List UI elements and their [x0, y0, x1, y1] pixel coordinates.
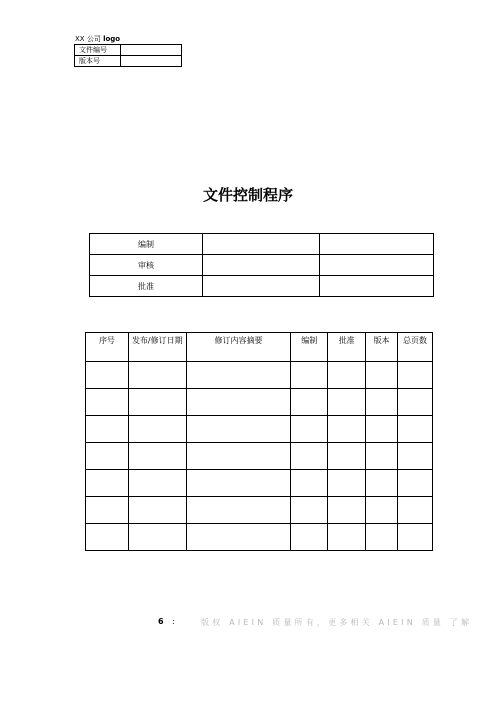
- revision-row: [86, 389, 433, 416]
- revision-cell: [398, 389, 433, 416]
- signoff-row: [90, 276, 434, 297]
- signoff-cell: [203, 255, 320, 276]
- revision-row: [86, 524, 433, 551]
- revision-cell: [128, 497, 186, 524]
- doc-number-value: [121, 45, 182, 56]
- version-row: [75, 56, 182, 67]
- revision-cell: [328, 416, 366, 443]
- document-meta-table: [74, 44, 182, 67]
- revision-cell: [186, 524, 291, 551]
- revision-cell: [328, 443, 366, 470]
- revision-cell: [291, 497, 328, 524]
- revision-cell: [398, 497, 433, 524]
- revision-cell: [291, 389, 328, 416]
- revision-cell: [366, 443, 398, 470]
- revision-cell: [398, 362, 433, 389]
- revision-cell: [186, 416, 291, 443]
- revision-cell: [128, 470, 186, 497]
- revision-cell: [186, 362, 291, 389]
- revision-cell: [128, 524, 186, 551]
- revision-cell: [366, 470, 398, 497]
- footer-separator: :: [172, 617, 175, 626]
- revision-cell: [328, 362, 366, 389]
- revision-cell: [398, 443, 433, 470]
- revision-cell: [328, 524, 366, 551]
- copyright-notice: 版权 AIEIN 质量所有，更多相关 AIEIN 质量 了解: [201, 618, 473, 627]
- revision-cell: [291, 416, 328, 443]
- signoff-row: [90, 234, 434, 255]
- header-approver: 批准: [328, 333, 366, 362]
- revision-cell: [128, 443, 186, 470]
- revision-cell: [86, 362, 129, 389]
- revision-header-row: [86, 333, 433, 362]
- header-version: 版本: [366, 333, 398, 362]
- revision-cell: [366, 416, 398, 443]
- signoff-cell: [320, 276, 434, 297]
- revision-cell: [86, 416, 129, 443]
- logo-text: logo: [103, 35, 121, 43]
- revision-cell: [366, 389, 398, 416]
- signoff-role: 批准: [90, 276, 203, 297]
- revision-row: [86, 416, 433, 443]
- signoff-cell: [320, 234, 434, 255]
- header-release-date: 发布/修订日期: [128, 333, 186, 362]
- header-serial: 序号: [86, 333, 129, 362]
- revision-cell: [128, 362, 186, 389]
- revision-row: [86, 362, 433, 389]
- revision-cell: [291, 470, 328, 497]
- signoff-role: 审核: [90, 255, 203, 276]
- revision-history-table: [85, 332, 433, 551]
- header-summary: 修订内容摘要: [186, 333, 291, 362]
- revision-cell: [186, 443, 291, 470]
- revision-row: [86, 470, 433, 497]
- revision-cell: [86, 497, 129, 524]
- version-label: 版本号: [75, 56, 121, 67]
- doc-number-row: [75, 45, 182, 56]
- company-logo-line: [75, 34, 120, 44]
- revision-cell: [291, 362, 328, 389]
- revision-cell: [291, 524, 328, 551]
- revision-cell: [398, 416, 433, 443]
- revision-cell: [366, 497, 398, 524]
- revision-cell: [328, 389, 366, 416]
- revision-cell: [86, 389, 129, 416]
- signoff-role: 编制: [90, 234, 203, 255]
- signoff-cell: [203, 234, 320, 255]
- revision-cell: [86, 470, 129, 497]
- revision-cell: [398, 470, 433, 497]
- revision-cell: [291, 443, 328, 470]
- revision-cell: [186, 470, 291, 497]
- revision-cell: [328, 470, 366, 497]
- signoff-row: [90, 255, 434, 276]
- doc-number-label: 文件编号: [75, 45, 121, 56]
- revision-cell: [86, 524, 129, 551]
- revision-cell: [186, 497, 291, 524]
- document-title: 文件控制程序: [202, 186, 293, 204]
- revision-cell: [86, 443, 129, 470]
- revision-cell: [398, 524, 433, 551]
- signoff-cell: [320, 255, 434, 276]
- revision-row: [86, 443, 433, 470]
- version-value: [121, 56, 182, 67]
- revision-cell: [128, 389, 186, 416]
- revision-row: [86, 497, 433, 524]
- company-name: XX 公司: [75, 35, 101, 43]
- revision-cell: [128, 416, 186, 443]
- revision-cell: [328, 497, 366, 524]
- header-total-pages: 总页数: [398, 333, 433, 362]
- signoff-cell: [203, 276, 320, 297]
- header-author: 编制: [291, 333, 328, 362]
- page-number: 6: [158, 617, 164, 626]
- revision-cell: [366, 362, 398, 389]
- revision-cell: [186, 389, 291, 416]
- revision-cell: [366, 524, 398, 551]
- signoff-table: [89, 233, 434, 297]
